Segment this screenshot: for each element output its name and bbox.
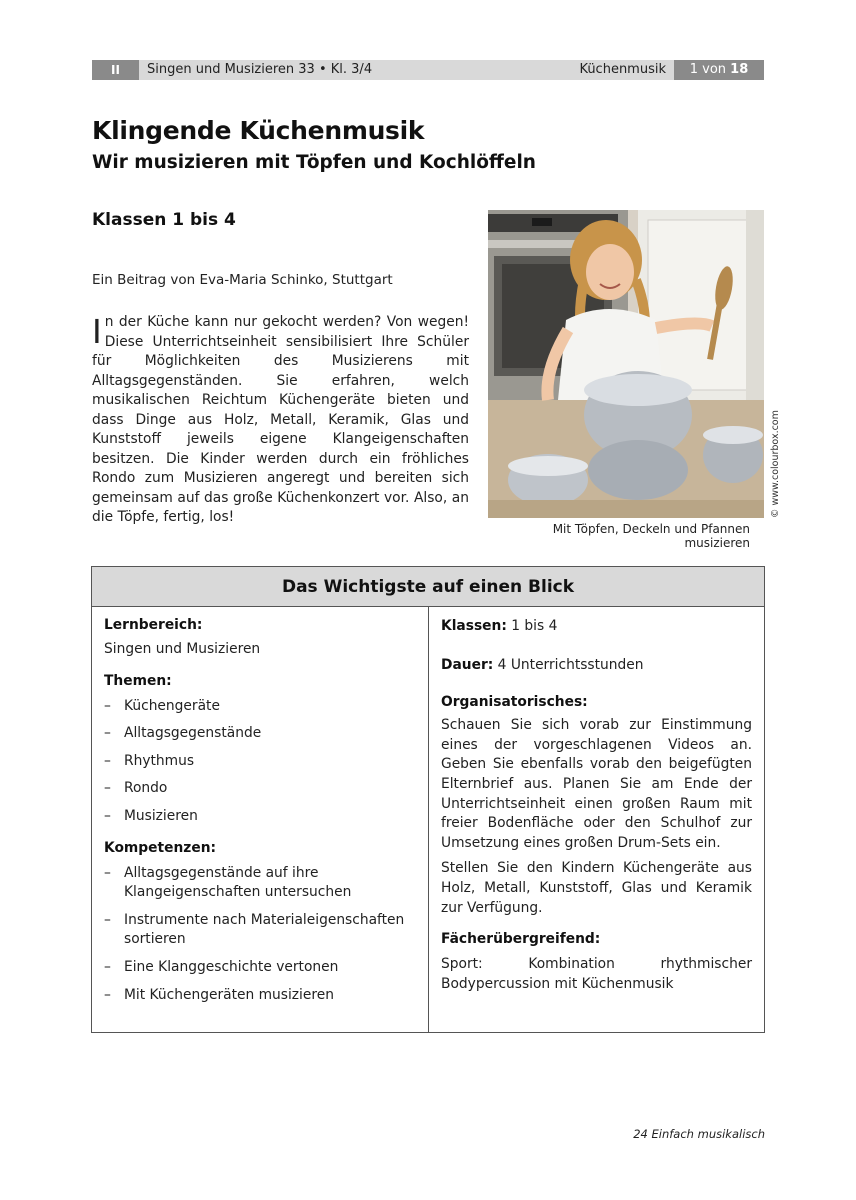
summary-right-column <box>429 607 764 1032</box>
list-item: – Instrumente nach Materialeigenschaften sortieren <box>104 911 416 950</box>
dauer-value: 4 Unterrichtsstunden <box>497 656 644 673</box>
org-paragraph-2: Stellen Sie den Kindern Küchengeräte aus Holz, Metall, Kunststoff, Glas und Keramik zur Verfügung. <box>441 860 752 916</box>
page-subtitle: Wir musizieren mit Töpfen und Kochlöffeln <box>92 152 536 173</box>
klassen-value: 1 bis 4 <box>511 618 558 634</box>
topic-label: Küchenmusik <box>579 62 666 77</box>
intro-paragraph <box>92 313 469 528</box>
page-prefix: 1 von <box>689 62 727 77</box>
summary-left-column <box>92 607 429 1032</box>
author-line: Ein Beitrag von Eva-Maria Schinko, Stuttgart <box>92 272 393 288</box>
list-item: – Musizieren <box>104 807 416 827</box>
intro-text: n der Küche kann nur gekocht werden? Von wegen! Diese Unterrichtseinheit sensibilisiert Ihre Schüler für Möglichkeiten des Musizierens mit Alltagsgegenständen. Sie erfahren, welch musikalischen Reichtum Küchengeräte bieten und dass Dinge aus Holz, Metall, Keramik, Glas und Kunststoff jeweils eigene Klangeigenschaften besitzen. Die Kinder werden durch ein fröhliches Rondo zum Musizieren angeregt und bereiten sich gemeinsam auf das große Küchenkonzert vor. Also, an die Töpfe, fertig, los! <box>92 314 469 525</box>
page-title: Klingende Küchenmusik <box>92 116 425 145</box>
list-item: – Rhythmus <box>104 752 416 772</box>
photo-illustration <box>488 210 764 518</box>
kitchen-music-photo <box>488 210 764 518</box>
page-indicator <box>674 60 764 80</box>
classes-heading: Klassen 1 bis 4 <box>92 210 236 230</box>
series-title: Singen und Musizieren 33 • Kl. 3/4 <box>147 62 373 77</box>
section-badge: II <box>92 60 139 80</box>
page-total: 18 <box>730 62 749 77</box>
klassen-row <box>441 617 752 637</box>
photo-caption: Mit Töpfen, Deckeln und Pfannen musizieren <box>552 522 750 550</box>
photo-credit: © www.colourbox.com <box>770 410 781 518</box>
dauer-row <box>441 656 752 676</box>
drop-cap: I <box>92 312 102 351</box>
list-item: – Küchengeräte <box>104 697 416 717</box>
kompetenzen-list <box>104 864 416 1006</box>
page-footer: 24 Einfach musikalisch <box>633 1127 765 1141</box>
klassen-label: Klassen: <box>441 618 507 634</box>
summary-box <box>91 566 765 1033</box>
dauer-label: Dauer: <box>441 656 494 673</box>
lernbereich-value: Singen und Musizieren <box>104 641 261 657</box>
lernbereich-label: Lernbereich: <box>104 617 203 633</box>
list-item: – Alltagsgegenstände auf ihre Klangeigenschaften untersuchen <box>104 864 416 903</box>
summary-box-heading: Das Wichtigste auf einen Blick <box>92 567 764 607</box>
kompetenzen-label: Kompetenzen: <box>104 839 217 856</box>
faecher-value: Sport: Kombination rhythmischer Bodypercussion mit Küchenmusik <box>441 956 752 992</box>
themen-list <box>104 697 416 827</box>
org-paragraph-1: Schauen Sie sich vorab zur Einstimmung eines der vorgeschlagenen Videos an. Geben Sie ebenfalls vorab den beigefügten Elternbrief aus. Planen Sie am Ende der Unterrichtseinheit einen großen Raum mit freier Bodenfläche oder den Schulhof zur Umsetzung eines großen Drum-Sets ein. <box>441 717 752 851</box>
list-item: – Alltagsgegenstände <box>104 724 416 744</box>
list-item: – Mit Küchengeräten musizieren <box>104 986 416 1006</box>
faecher-label: Fächerübergreifend: <box>441 931 601 948</box>
org-label: Organisatorisches: <box>441 694 588 711</box>
list-item: – Eine Klanggeschichte vertonen <box>104 958 416 978</box>
themen-label: Themen: <box>104 672 172 689</box>
list-item: – Rondo <box>104 779 416 799</box>
